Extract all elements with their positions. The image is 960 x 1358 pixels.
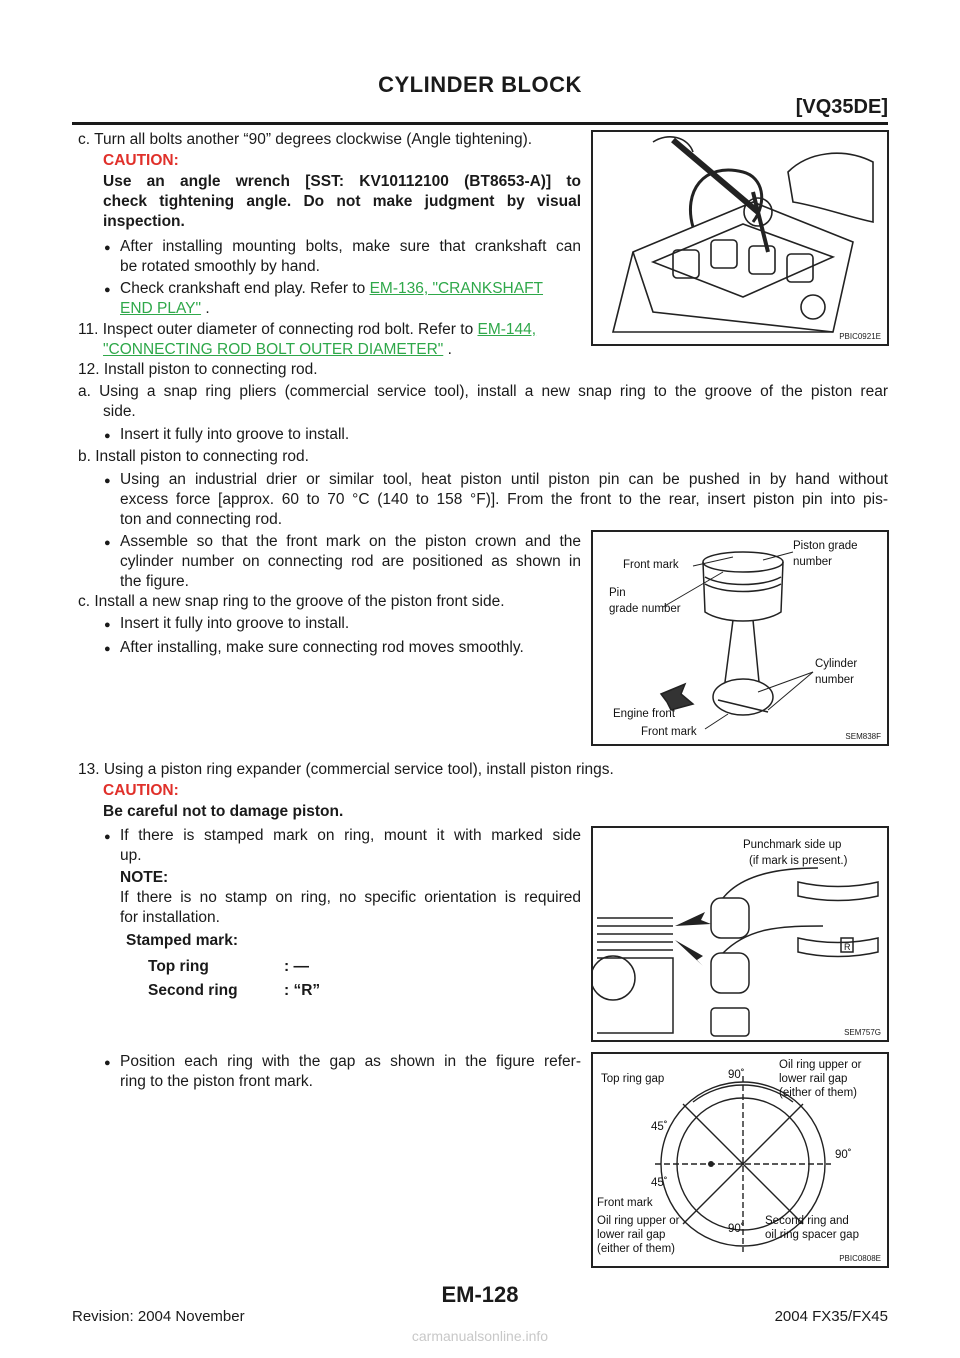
piston-ring-punchmark-illustration [593,828,887,1040]
label-front-mark-bottom: Front mark [641,726,697,738]
bullet-text: Insert it fully into groove to install. [120,615,350,632]
label-front-mark-top: Front mark [623,559,679,571]
label-pin: Pin [609,587,626,599]
link-em144[interactable]: EM-144, [477,321,537,338]
label-oil-right-3: (either of them) [779,1087,857,1099]
note-text-1: If there is no stamp on ring, no specific orientation is required [120,889,581,906]
top-ring-value: : — [284,958,309,975]
step-12: 12. Install piston to connecting rod. [78,361,318,378]
label-45-upper: 45˚ [651,1121,668,1133]
note-label: NOTE: [120,869,169,886]
label-grade-number: grade number [609,603,681,615]
bullet-heat-piston [120,470,888,530]
piston-connecting-rod-illustration [593,532,887,744]
page-number: EM-128 [441,1282,519,1307]
bullet-text: Check crankshaft end play. Refer to [120,280,370,297]
bullet-text: up. [120,847,142,864]
bullet-insert-2 [120,614,349,634]
bullet-text: cylinder number on connecting rod are positioned as shown in [120,553,581,570]
figure-id: PBIC0921E [839,332,881,341]
bullet-position-gap [120,1052,581,1092]
bullet-text: ● Assemble so that the front mark on the piston crown and the [120,533,581,550]
stamped-mark-label: Stamped mark: [126,932,238,949]
caution-text-piston: Be careful not to damage piston. [103,803,344,820]
step-a-line2: side. [103,403,136,420]
link-em136[interactable]: EM-136, "CRANKSHAFT [369,280,544,297]
label-90-bottom: 90˚ [728,1223,745,1235]
bullet-text: ● If there is stamped mark on ring, mount it with marked side [120,827,581,844]
bullet-assemble [120,532,581,592]
bullet-text: ● Using an industrial drier or similar tool, heat piston until piston pin can be pushed in by hand without [120,471,888,488]
bullet-text: ton and connecting rod. [120,511,283,528]
label-oil-left-3: (either of them) [597,1243,675,1255]
bullet-stamped [120,826,581,866]
page-title: CYLINDER BLOCK [378,72,582,97]
engine-code: [VQ35DE] [795,96,888,118]
label-oil-left-2: lower rail gap [597,1229,666,1241]
label-punchmark-1: Punchmark side up [743,839,842,851]
label-45-lower: 45˚ [651,1177,668,1189]
top-ring-label: Top ring [148,958,209,975]
label-number-1: number [793,556,832,568]
second-ring-label: Second ring [148,982,238,999]
second-ring-value: : “R” [284,982,321,999]
header-rule [72,122,888,125]
bullet-text: After installing, make sure connecting rod moves smoothly. [120,639,524,656]
bullet-text: ● After installing mounting bolts, make sure that crankshaft can [120,238,581,255]
label-engine-front: Engine front [613,708,676,720]
caution-text-3: inspection. [103,213,185,230]
figure-id: SEM757G [844,1028,881,1037]
label-90-right: 90˚ [835,1149,852,1161]
label-r-mark: R [844,942,851,952]
step-13: 13. Using a piston ring expander (commercial service tool), install piston rings. [78,761,614,778]
revision-text: Revision: 2004 November [72,1308,245,1325]
label-90-top: 90˚ [728,1069,745,1081]
link-em136-cont[interactable]: END PLAY" [120,300,202,317]
caution-label: CAUTION: [103,152,179,169]
step-text: 11. Inspect outer diameter of connecting rod bolt. Refer to [78,321,478,338]
bullet-text: excess force [approx. 60 to 70 °C (140 to 158 °F)]. From the front to the rear, insert piston pin into pis- [120,491,888,508]
link-em144-cont[interactable]: "CONNECTING ROD BOLT OUTER DIAMETER" [103,341,444,358]
note-text-2: for installation. [120,909,220,926]
label-front-mark: Front mark [597,1197,653,1209]
bullet-text: ● Position each ring with the gap as shown in the figure refer- [120,1053,581,1070]
bullet-text: the figure. [120,573,189,590]
ring-gap-diagram [593,1054,887,1266]
caution-text-2: check tightening angle. Do not make judgment by visual [103,193,581,210]
label-oil-right-2: lower rail gap [779,1073,848,1085]
label-second-ring-1: Second ring and [765,1215,849,1227]
bullet-insert-1 [120,425,349,445]
bullet-text: ring to the piston front mark. [120,1073,313,1090]
watermark: carmanualsonline.info [411,1328,549,1344]
label-cylinder: Cylinder [815,658,858,670]
caution-label-2: CAUTION: [103,782,179,799]
label-second-ring-2: oil ring spacer gap [765,1229,859,1241]
figure-punchmark [591,826,889,1042]
figure-angle-wrench [591,130,889,346]
bullet-crankshaft-rotate [120,237,581,277]
label-top-ring-gap: Top ring gap [601,1073,665,1085]
step-c-snap: c. Install a new snap ring to the groove of the piston front side. [78,593,505,610]
label-oil-left-1: Oil ring upper or [597,1215,680,1227]
caution-text-1: Use an angle wrench [SST: KV10112100 (BT8653-A)] to [103,173,581,190]
label-piston-grade: Piston grade [793,540,858,552]
figure-id: PBIC0808E [839,1254,881,1263]
bullet-text: . [201,300,210,317]
bullet-end-play [120,279,581,319]
bullet-text: Insert it fully into groove to install. [120,426,350,443]
figure-piston-mark [591,530,889,746]
model-text: 2004 FX35/FX45 [774,1308,888,1325]
label-punchmark-2: (if mark is present.) [749,855,848,867]
figure-id: SEM838F [845,732,881,741]
bullet-smooth [120,638,524,658]
figure-ring-gap [591,1052,889,1268]
angle-wrench-illustration [593,132,887,344]
label-number-2: number [815,674,854,686]
step-11 [78,320,581,360]
step-c-angle: c. Turn all bolts another “90” degrees clockwise (Angle tightening). [78,131,533,148]
step-text: . [443,341,452,358]
step-a-line1: a. Using a snap ring pliers (commercial service tool), install a new snap ring to the groove of the piston rear [78,383,888,400]
label-oil-right-1: Oil ring upper or [779,1059,862,1071]
step-b: b. Install piston to connecting rod. [78,448,309,465]
bullet-text: be rotated smoothly by hand. [120,258,320,275]
